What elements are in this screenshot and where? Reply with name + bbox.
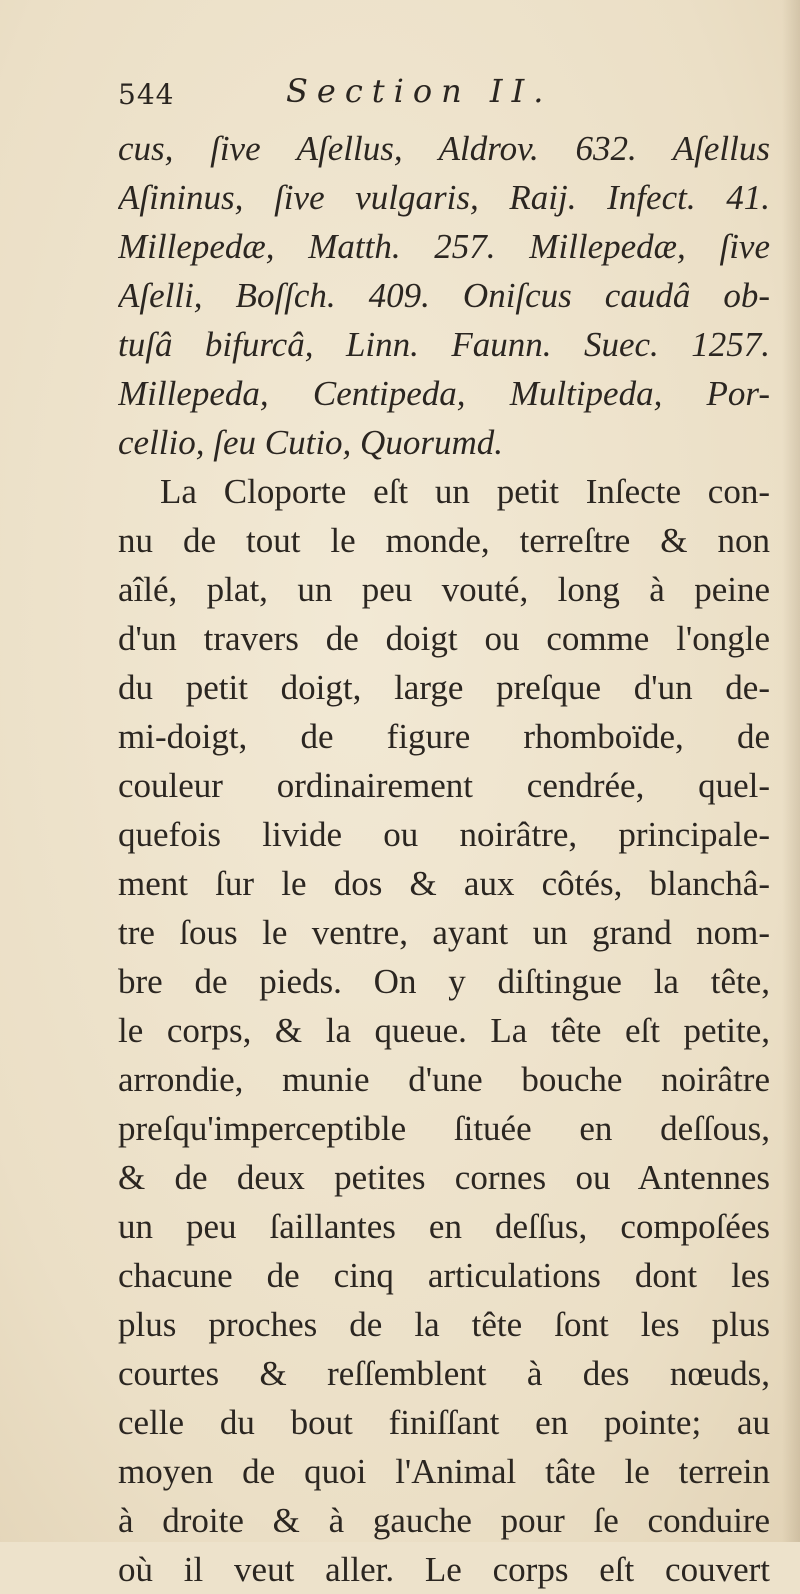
text-line: quefois livide ou noirâtre, principale- — [118, 815, 770, 854]
text-line: un peu ſaillantes en deſſus, compoſées — [118, 1207, 770, 1246]
text-line: Millepedæ, Matth. 257. Millepedæ, ſive — [118, 227, 770, 266]
text-line: chacune de cinq articulations dont les — [118, 1256, 770, 1295]
text-line: le corps, & la queue. La tête eſt petite, — [118, 1011, 770, 1050]
text-line: plus proches de la tête ſont les plus — [118, 1305, 770, 1344]
text-line: ment ſur le dos & aux côtés, blanchâ- — [118, 864, 770, 903]
text-line: courtes & reſſemblent à des nœuds, — [118, 1354, 770, 1393]
text-line: Aſelli, Boſſch. 409. Oniſcus caudâ ob- — [118, 276, 770, 315]
text-line: mi-doigt, de figure rhomboïde, de — [118, 717, 770, 756]
text-line: Millepeda, Centipeda, Multipeda, Por- — [118, 374, 770, 413]
text-line: moyen de quoi l'Animal tâte le terrein — [118, 1452, 770, 1491]
text-line: couleur ordinairement cendrée, quel- — [118, 766, 770, 805]
text-line: cellio, ſeu Cutio, Quorumd. — [118, 423, 503, 462]
text-line: nu de tout le monde, terreſtre & non — [118, 521, 770, 560]
text-line: où il veut aller. Le corps eſt couvert — [118, 1550, 770, 1589]
text-line: La Cloporte eſt un petit Inſecte con- — [160, 472, 770, 511]
page-number: 544 — [118, 78, 175, 111]
text-line: Aſininus, ſive vulgaris, Raij. Infect. 41. — [118, 178, 770, 217]
text-line: & de deux petites cornes ou Antennes — [118, 1158, 770, 1197]
text-line: aîlé, plat, un peu vouté, long à peine — [118, 570, 770, 609]
text-line: d'un travers de doigt ou comme l'ongle — [118, 619, 770, 658]
text-line: du petit doigt, large preſque d'un de- — [118, 668, 770, 707]
running-title: Section II. — [286, 72, 553, 110]
page-header — [118, 72, 758, 122]
text-line: cus, ſive Aſellus, Aldrov. 632. Aſellus — [118, 129, 770, 168]
text-line: tre ſous le ventre, ayant un grand nom- — [118, 913, 770, 952]
text-line: à droite & à gauche pour ſe conduire — [118, 1501, 770, 1540]
text-line: arrondie, munie d'une bouche noirâtre — [118, 1060, 770, 1099]
text-line: celle du bout finiſſant en pointe; au — [118, 1403, 770, 1442]
text-line: bre de pieds. On y diſtingue la tête, — [118, 962, 770, 1001]
page-edge-shadow — [782, 0, 800, 1542]
text-line: tuſâ bifurcâ, Linn. Faunn. Suec. 1257. — [118, 325, 770, 364]
body-text — [118, 124, 770, 1594]
text-line: preſqu'imperceptible ſituée en deſſous, — [118, 1109, 770, 1148]
